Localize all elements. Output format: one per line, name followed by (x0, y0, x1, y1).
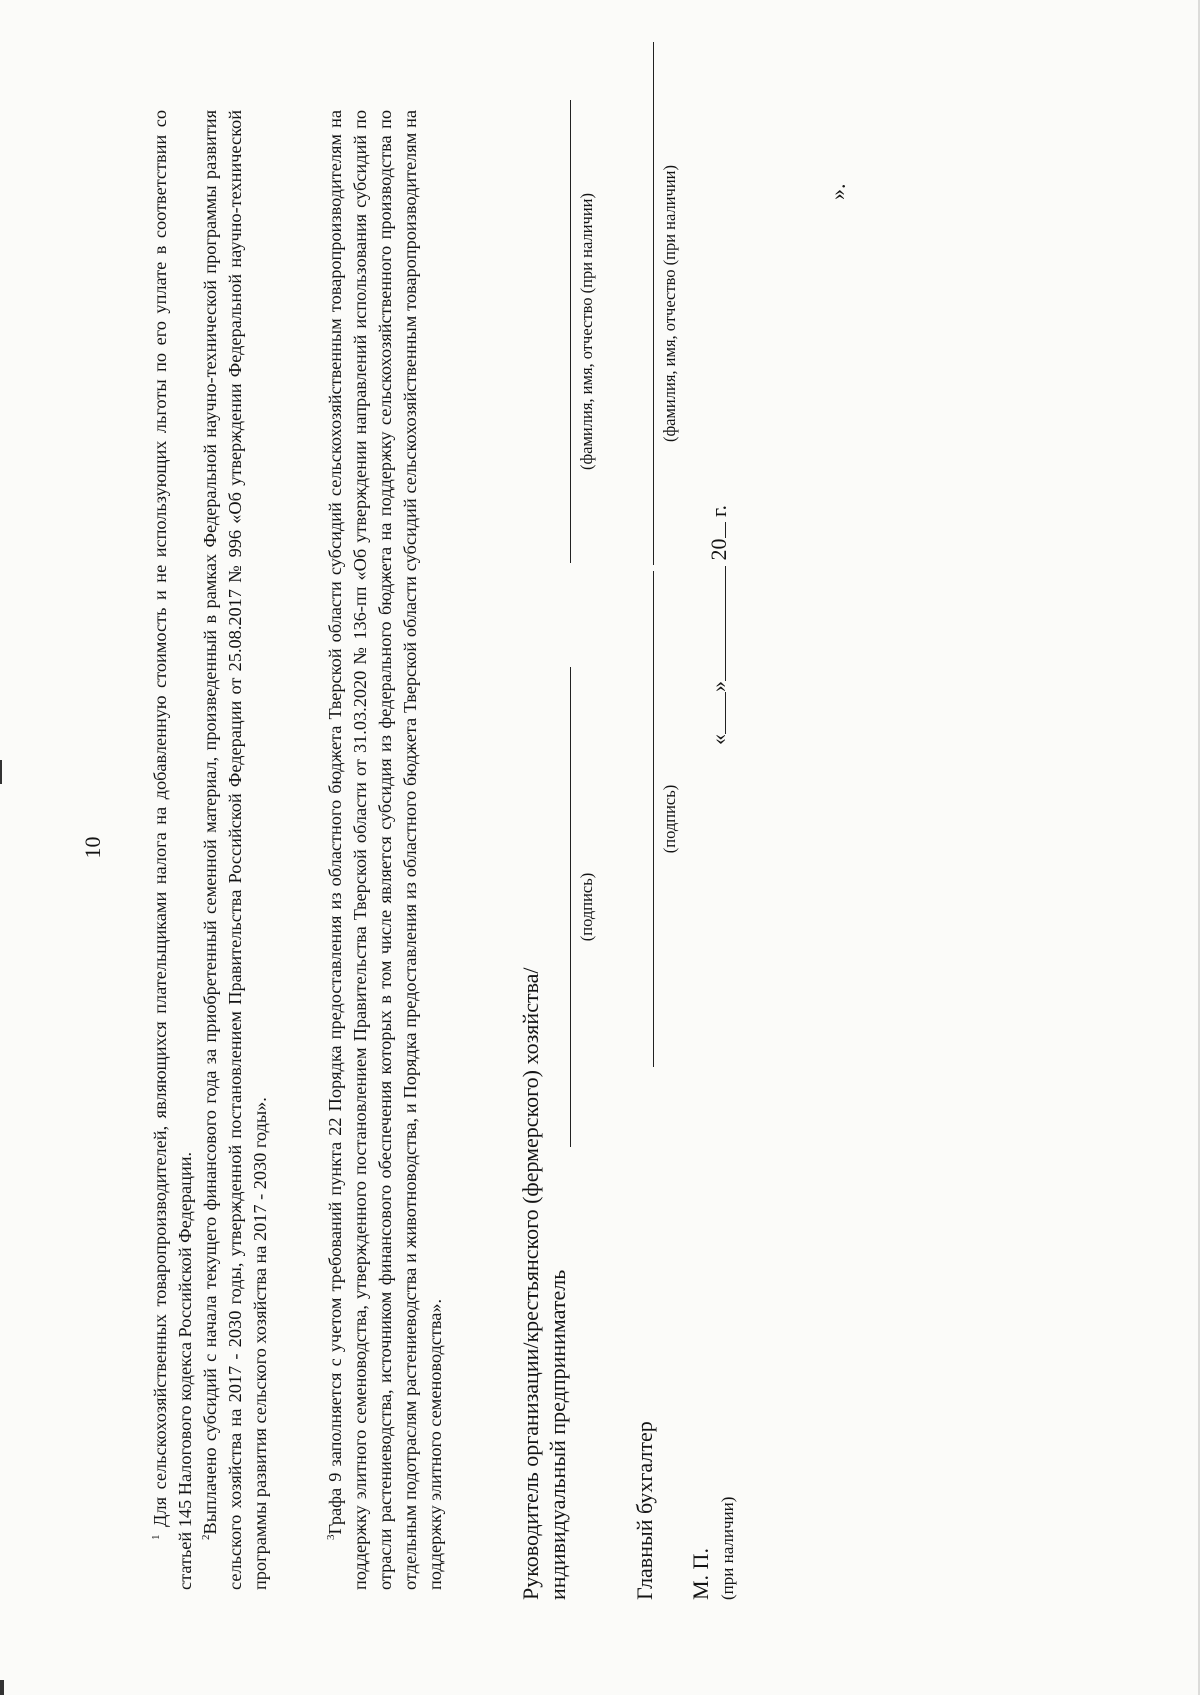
footnote-mark: 3 (324, 1534, 337, 1540)
seal-label: М. П. (688, 1548, 713, 1600)
year-suffix: г. (706, 504, 731, 517)
head-signature-caption: (подпись) (577, 872, 596, 942)
footnote-text: Для сельскохозяйственных товаропроизводителей, являющихся плательщиками налога на добавленную стоимость и не использующих льготы по его уплате в соответствии со статьей 145 Налогового кодекса Российской Федерации. (150, 110, 195, 1590)
accountant-name-caption: (фамилия, имя, отчество (при наличии) (660, 165, 679, 443)
scan-edge-mark (0, 760, 2, 784)
accountant-signature-line (653, 571, 654, 1067)
year-prefix: 20 (706, 538, 731, 561)
footnote-mark: 2 (199, 1534, 212, 1540)
footnote-2 (198, 110, 273, 1590)
head-name-caption: (фамилия, имя, отчество (при наличии) (577, 193, 596, 471)
year-blank (705, 523, 726, 539)
date-close-quote: » (706, 681, 731, 692)
closing-quote: ». (825, 183, 850, 200)
footnote-1 (148, 110, 198, 1590)
head-name-line (570, 100, 571, 563)
day-blank (705, 692, 726, 734)
head-signature-line (570, 667, 571, 1147)
footnote-text: Выплачено субсидий с начала текущего финансового года за приобретенный семенной материал, произведенный в рамках Федеральной научно-технической программы развития сельского хозяйства на 2017 - 2030 годы, утвержденной постановлением Правительства Российской Федерации от 25.08.2017 № 996 «Об утверждении Федеральной научно-технической программы развития сельского хозяйства на 2017 - 2030 годы». (200, 110, 270, 1590)
accountant-signature-caption: (подпись) (660, 784, 679, 854)
footnote-mark: 1 (149, 1534, 162, 1540)
scan-edge-mark (0, 1680, 4, 1695)
month-blank (705, 566, 726, 681)
accountant-name-line (653, 42, 654, 565)
accountant-title: Главный бухгалтер (632, 1421, 657, 1600)
head-title-continued: индивидуальный предприниматель (545, 1269, 570, 1600)
head-title: Руководитель организации/крестьянского (фермерского) хозяйства/ (518, 967, 543, 1600)
seal-note: (при наличии) (718, 1496, 737, 1600)
footnote-3 (323, 110, 448, 1590)
footnote-text: Графа 9 заполняется с учетом требований пункта 22 Порядка предоставления из областного бюджета Тверской области субсидий сельскохозяйственным товаропроизводителям на поддержку элитного семеноводства, утвержденного постановлением Правительства Тверской области от 31.03.2020 № 136-пп «Об утверждении направлений использования субсидий по отрасли растениеводства, источником финансового обеспечения которых в том числе является субсидия из федерального бюджета на поддержку сельскохозяйственного производства по отдельным подотраслям растениеводства и животноводства, и Порядка предоставления из областного бюджета Тверской области субсидий сельскохозяйственным товаропроизводителям на поддержку элитного семеноводства». (325, 110, 445, 1590)
date-field (705, 505, 732, 745)
page-number: 10 (80, 836, 105, 859)
date-open-quote: « (706, 734, 731, 745)
